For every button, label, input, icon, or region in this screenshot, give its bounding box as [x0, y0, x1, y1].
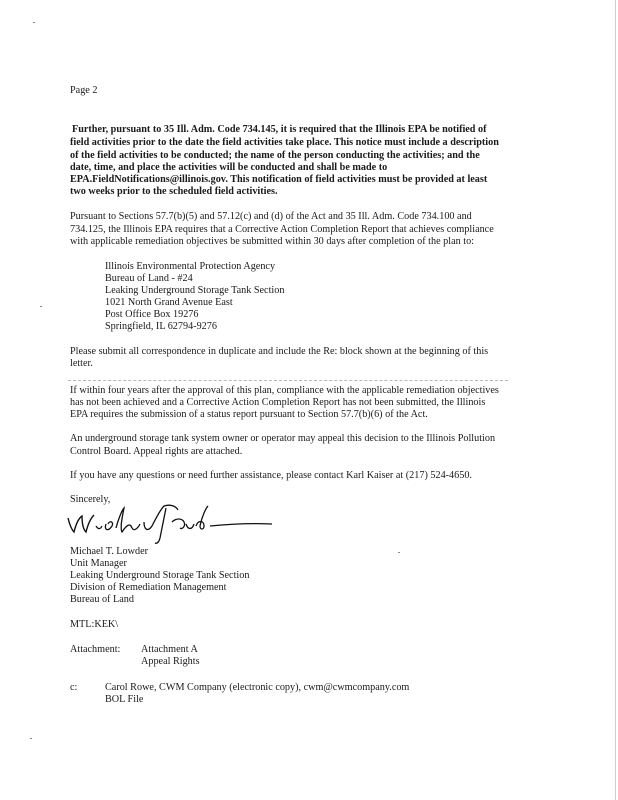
address-line: Springfield, IL 62794-9276	[105, 321, 217, 332]
initials: MTL:KEK\	[70, 619, 119, 630]
address-line: Post Office Box 19276	[105, 309, 199, 320]
questions-paragraph: If you have any questions or need further assistance, please contact Karl Kaiser at (217) 524-4650.	[70, 470, 472, 481]
scan-edge-shadow	[615, 0, 616, 800]
submit-line: Please submit all correspondence in duplicate and include the Re: block shown at the beginning of this	[70, 346, 489, 357]
signatory-bureau: Bureau of Land	[70, 594, 134, 605]
scan-speck	[40, 306, 42, 307]
signatory-name: Michael T. Lowder	[70, 546, 148, 557]
notice-line: date, time, and place the activities will be conducted and shall be made to	[70, 162, 388, 173]
cc-line: Carol Rowe, CWM Company (electronic copy), cwm@cwmcompany.com	[105, 682, 410, 693]
notice-line: two weeks prior to the scheduled field activities.	[70, 186, 278, 197]
notice-line: Further, pursuant to 35 Ill. Adm. Code 734.145, it is required that the Illinois EPA be notified of	[72, 124, 487, 135]
address-line: Leaking Underground Storage Tank Section	[105, 285, 285, 296]
four-years-line: has not been achieved and a Corrective Action Completion Report has not been submitted, the Illinois	[70, 397, 486, 408]
handwritten-signature	[60, 496, 280, 546]
notice-line: of the field activities to be conducted; the name of the person conducting the activities; and the	[70, 150, 480, 161]
four-years-line: If within four years after the approval of this plan, compliance with the applicable remediation objectives	[70, 385, 499, 396]
attachment-item: Appeal Rights	[141, 656, 200, 667]
page-label: Page 2	[70, 85, 98, 96]
pursuant-line: 734.125, the Illinois EPA requires that a Corrective Action Completion Report that achieves compliance	[70, 224, 494, 235]
cc-line: BOL File	[105, 694, 144, 705]
address-line: Bureau of Land - #24	[105, 273, 193, 284]
address-line: Illinois Environmental Protection Agency	[105, 261, 276, 272]
scan-speck	[398, 552, 400, 553]
closing: Sincerely,	[70, 494, 111, 505]
address-line: 1021 North Grand Avenue East	[105, 297, 233, 308]
pursuant-line: Pursuant to Sections 57.7(b)(5) and 57.12(c) and (d) of the Act and 35 Ill. Adm. Code 734.100 and	[70, 211, 472, 222]
attachment-label: Attachment:	[70, 644, 121, 655]
scan-artifact-line	[68, 380, 508, 382]
signatory-title: Unit Manager	[70, 558, 127, 569]
attachment-item: Attachment A	[141, 644, 198, 655]
four-years-line: EPA requires the submission of a status report pursuant to Section 57.7(b)(6) of the Act.	[70, 409, 428, 420]
cc-label: c:	[70, 682, 78, 693]
scan-speck	[30, 738, 32, 739]
appeal-line: Control Board. Appeal rights are attached.	[70, 446, 243, 457]
pursuant-line: with applicable remediation objectives be submitted within 30 days after completion of the plan to:	[70, 236, 474, 247]
signatory-division: Division of Remediation Management	[70, 582, 227, 593]
notice-email-line: EPA.FieldNotifications@illinois.gov. This notification of field activities must be provided at least	[70, 174, 488, 185]
appeal-line: An underground storage tank system owner or operator may appeal this decision to the Illinois Pollution	[70, 433, 496, 444]
submit-line: letter.	[70, 358, 93, 369]
scan-speck	[33, 22, 35, 23]
signatory-section: Leaking Underground Storage Tank Section	[70, 570, 250, 581]
notice-line: field activities prior to the date the field activities take place. This notice must include a description	[70, 137, 499, 148]
